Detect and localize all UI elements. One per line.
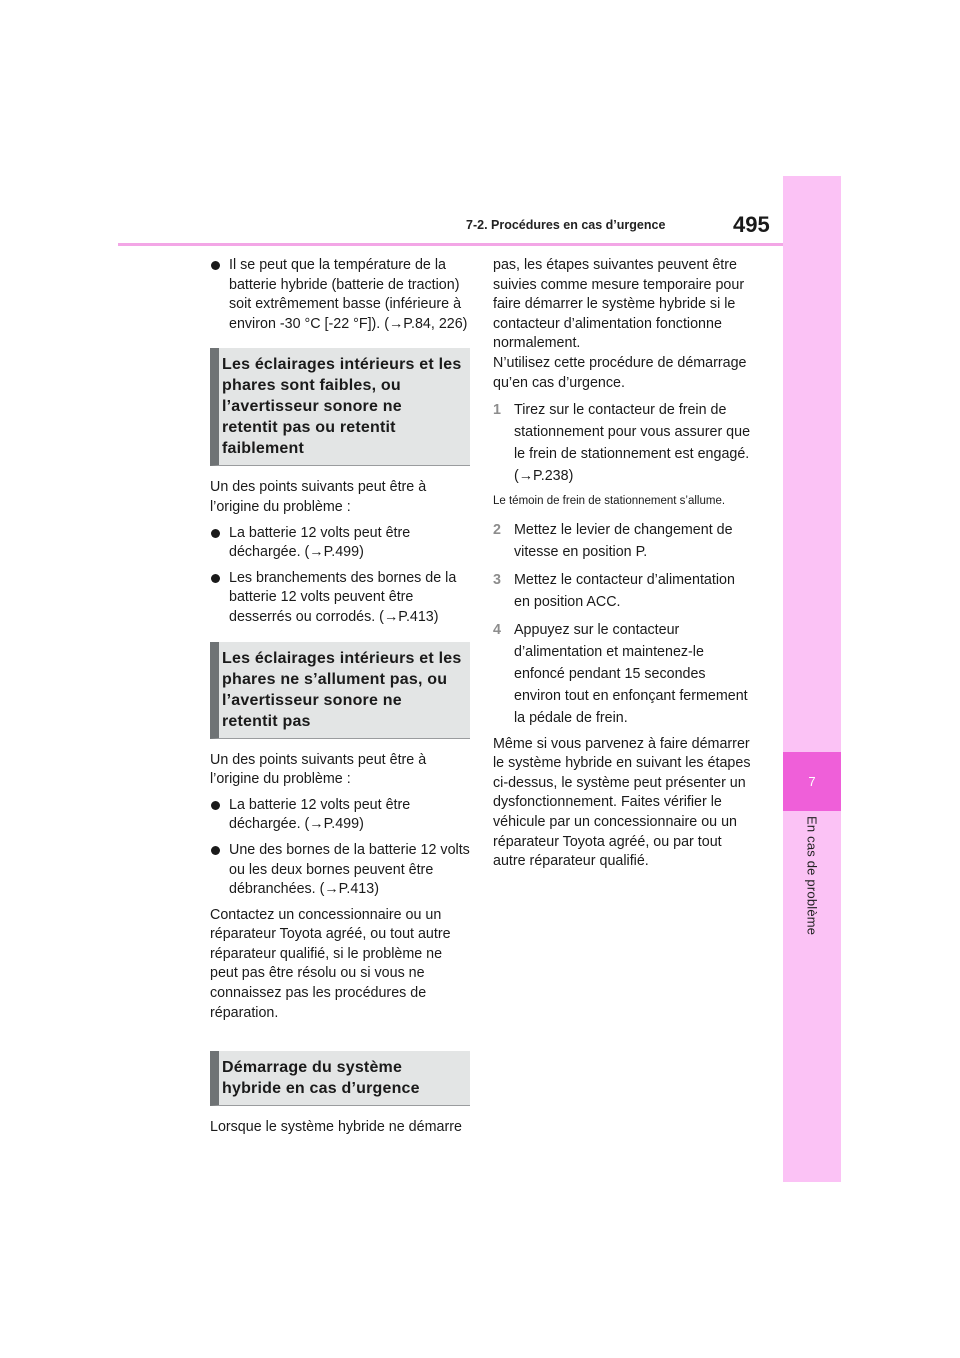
step-note: Le témoin de frein de stationnement s’allume. — [493, 495, 726, 508]
paragraph: Un des points suivants peut être à l’origine du problème : — [210, 751, 427, 788]
bullet-item: Il se peut que la température de la batterie hybride (batterie de traction) soit extrêmement basse (inférieure à environ -30 °C [-22 °F]). (→P.84, 226) — [210, 256, 470, 334]
chapter-label-text: En cas de problème — [804, 816, 820, 936]
paragraph: Même si vous parvenez à faire démarrer le système hybride en suivant les étapes ci-dessus, le système peut présenter un dysfonctionnement. Faites vérifier le véhicule par un concessionnaire ou un réparateur Toyota agréé, ou par tout autre réparateur qualifié. — [493, 735, 751, 870]
step-item — [493, 569, 753, 613]
section-heading: Les éclairages intérieurs et les phares sont faibles, ou l’avertisseur sonore ne retentit pas ou retentit faiblement — [210, 348, 470, 466]
step-number: 2 — [493, 521, 501, 538]
bullet-item: La batterie 12 volts peut être déchargée. (→P.499) — [210, 796, 470, 835]
step-item — [493, 619, 753, 729]
paragraph: Contactez un concessionnaire ou un réparateur Toyota agréé, ou tout autre réparateur qualifié, si le problème ne peut pas être résolu ou si vous ne connaissez pas les procédures de réparation. — [210, 906, 451, 1021]
step-number: 4 — [493, 621, 501, 638]
step-text: Tirez sur le contacteur de frein de stationnement pour vous assurer que le frein de stationnement est engagé. (→P.238) — [514, 402, 751, 485]
right-column — [493, 256, 753, 878]
paragraph: Lorsque le système hybride ne démarre — [210, 1119, 462, 1136]
header-rule — [118, 243, 783, 246]
step-text: Appuyez sur le contacteur d’alimentation et maintenez-le enfoncé pendant 15 secondes environ tout en enfonçant fermement la pédale de frein. — [514, 621, 748, 726]
step-item — [493, 519, 753, 563]
section-header-title: 7-2. Procédures en cas d’urgence — [466, 218, 666, 232]
chapter-side-tab — [783, 176, 841, 1182]
paragraph: N’utilisez cette procédure de démarrage qu’en cas d’urgence. — [493, 354, 747, 391]
paragraph: pas, les étapes suivantes peuvent être suivies comme mesure temporaire pour faire démarrer le système hybride si le contacteur d’alimentation fonctionne normalement. — [493, 257, 745, 352]
left-column — [210, 256, 470, 1144]
bullet-item: Une des bornes de la batterie 12 volts ou les deux bornes peuvent être débranchées. (→P.413) — [210, 841, 470, 900]
step-number: 3 — [493, 571, 501, 588]
step-text: Mettez le levier de changement de vitesse en position P. — [514, 521, 733, 560]
step-text: Mettez le contacteur d’alimentation en position ACC. — [514, 571, 735, 610]
page-number: 495 — [733, 212, 770, 237]
paragraph: Un des points suivants peut être à l’origine du problème : — [210, 479, 427, 515]
bullet-item: La batterie 12 volts peut être déchargée. (→P.499) — [210, 524, 470, 563]
section-heading: Démarrage du système hybride en cas d’urgence — [210, 1051, 470, 1106]
chapter-number-badge: 7 — [783, 752, 841, 811]
bullet-item: Les branchements des bornes de la batterie 12 volts peuvent être desserrés ou corrodés. (→P.413) — [210, 569, 470, 628]
step-item — [493, 399, 753, 487]
section-heading: Les éclairages intérieurs et les phares ne s’allument pas, ou l’avertisseur sonore ne retentit pas — [210, 642, 470, 739]
chapter-label — [783, 816, 841, 946]
step-number: 1 — [493, 402, 501, 419]
